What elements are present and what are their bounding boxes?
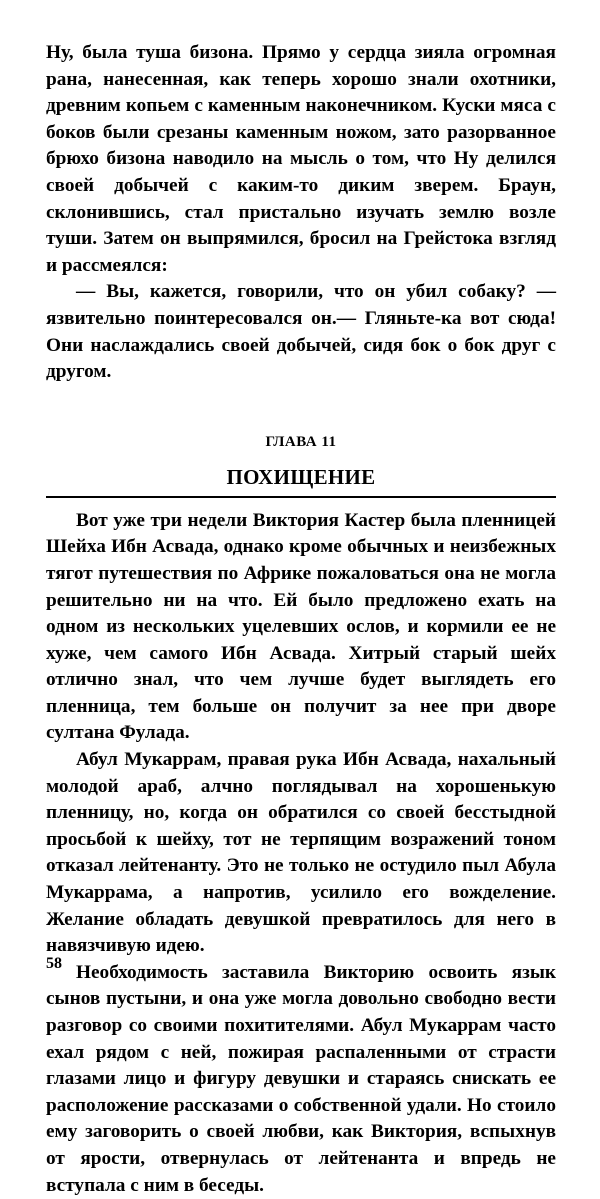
chapter-body [46, 508, 556, 1199]
paragraph: Абул Мукаррам, правая рука Ибн Асвада, нахальный молодой араб, алчно поглядывал на хорошенькую пленницу, но, когда он обратился со своей бесстыдной просьбой к шейху, тот не терпящим возражений тоном отказал лейтенанту. Это не только не остудило пыл Абула Мукаррама, а напротив, усилило его вожделение. Желание обладать девушкой превратилось для него в навязчивую идею. [46, 749, 556, 957]
chapter-label: ГЛАВА 11 [265, 433, 337, 450]
paragraph: — Вы, кажется, говорили, что он убил собаку? — язвительно поинтересовался он.— Гляньте-ка вот сюда! Они наслаждались своей добычей, сидя бок о бок друг с другом. [46, 281, 556, 383]
paragraph: Необходимость заставила Викторию освоить язык сынов пустыни, и она уже могла довольно свободно вести разговор со своими похитителями. Абул Мукаррам часто ехал рядом с ней, пожирая распаленными от страсти глазами лицо и фигуру девушки и стараясь снискать ее расположение рассказами о собственной удали. Но стоило ему заговорить о своей любви, как Виктория, вспыхнув от ярости, отвернулась от лейтенанта и впредь не вступала с ним в беседы. [46, 961, 556, 1196]
opening-text [46, 40, 556, 386]
paragraph: Ну, была туша бизона. Прямо у сердца зияла огромная рана, нанесенная, как теперь хорошо знали охотники, древним копьем с каменным наконечником. Куски мяса с боков были срезаны каменным ножом, зато разорванное брюхо бизона наводило на мысль о том, что Ну делился своей добычей с каким-то диким зверем. Браун, склонившись, стал пристально изучать землю возле туши. Затем он выпрямился, бросил на Грейстока взгляд и рассмеялся: [46, 42, 556, 276]
book-page [46, 40, 556, 1199]
paragraph: Вот уже три недели Виктория Кастер была пленницей Шейха Ибн Асвада, однако кроме обычных и неизбежных тягот путешествия по Африке пожаловаться она не могла решительно ни на что. Ей было предложено ехать на одном из нескольких уцелевших ослов, и кормили ее не хуже, чем самого Ибн Асвада. Хитрый старый шейх отлично знал, что чем лучше будет выглядеть его пленница, тем больше он получит за нее при дворе султана Фулада. [46, 509, 556, 744]
chapter-divider [46, 496, 556, 498]
chapter-title: ПОХИЩЕНИЕ [226, 464, 376, 489]
page-number: 58 [46, 955, 62, 972]
